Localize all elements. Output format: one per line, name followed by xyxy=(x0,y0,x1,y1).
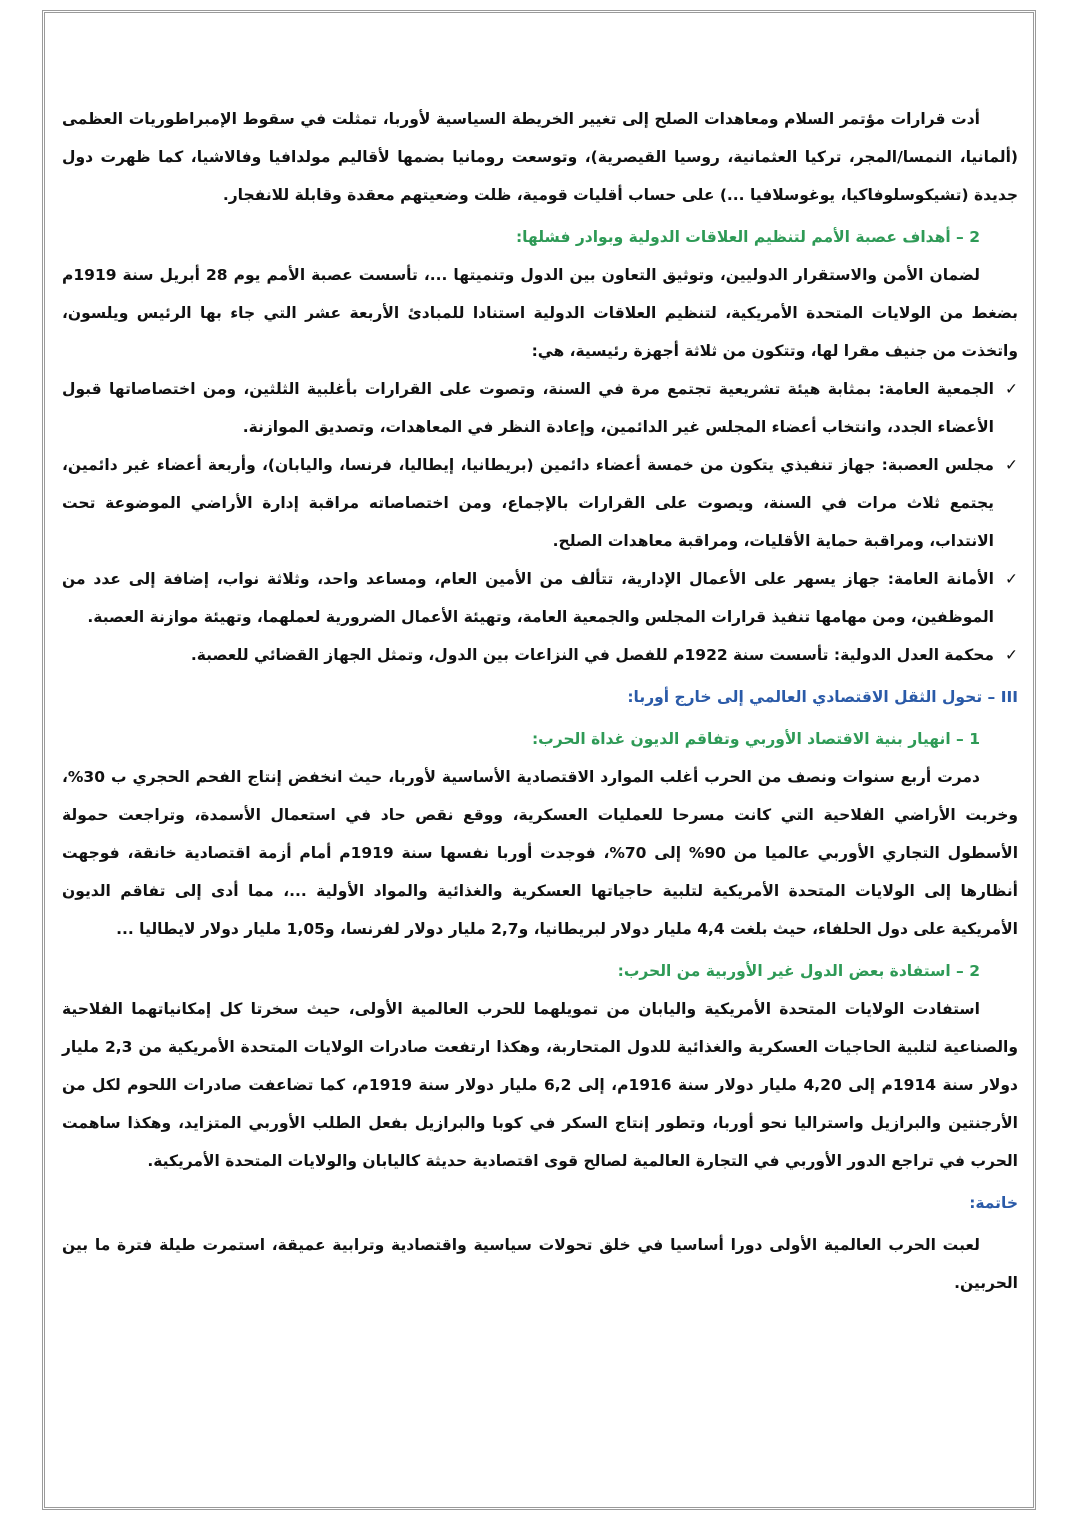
list-item: ✓ مجلس العصبة: جهاز تنفيذي يتكون من خمسة أعضاء دائمين (بريطانيا، إيطاليا، فرنسا، واليابان)، وأربعة أعضاء غير دائمين، يجتمع ثلاث مرات في السنة، ويصوت على القرارات بالإجماع، ومن اختصاصاته مراقبة إدارة الأراضي الموضوعة تحت الانتداب، ومراقبة حماية الأقليات، ومراقبة معاهدات الصلح. xyxy=(62,446,1018,560)
conclusion-heading: خاتمة: xyxy=(969,1194,1018,1212)
section-heading-III: III – تحول الثقل الاقتصادي العالمي إلى خارج أوربا: xyxy=(627,688,1018,706)
subsection-heading-2: 2 – استفادة بعض الدول غير الأوربية من الحرب: xyxy=(617,962,980,980)
paragraph-peace-treaties: أدت قرارات مؤتمر السلام ومعاهدات الصلح إلى تغيير الخريطة السياسية لأوربا، تمثلت في سقوط الإمبراطوريات العظمى (ألمانيا، النمسا/المجر، تركيا العثمانية، روسيا القيصرية)، وتوسعت رومانيا بضمها لأقاليم مولدافيا وفالاشيا، كما ظهرت دول جديدة (تشيكوسلوفاكيا، يوغوسلافيا ...) على حساب أقليات قومية، ظلت وضعيتهم معقدة وقابلة للانفجار. xyxy=(62,110,1018,204)
check-icon: ✓ xyxy=(1005,570,1018,588)
league-organs-list xyxy=(62,370,1018,674)
subsection-heading-1: 1 – انهيار بنية الاقتصاد الأوربي وتفاقم الديون غداة الحرب: xyxy=(531,730,980,748)
list-item: ✓ الأمانة العامة: جهاز يسهر على الأعمال الإدارية، تتألف من الأمين العام، ومساعد واحد، وثلاثة نواب، إضافة إلى عدد من الموظفين، ومن مهامها تنفيذ قرارات المجلس والجمعية العامة، وتهيئة الأعمال الضرورية لعملهما، وتهيئة موازنة العصبة. xyxy=(62,560,1018,636)
list-item: ✓ محكمة العدل الدولية: تأسست سنة 1922م للفصل في النزاعات بين الدول، وتمثل الجهاز القضائي للعصبة. xyxy=(62,636,1018,674)
conclusion-paragraph: لعبت الحرب العالمية الأولى دورا أساسيا في خلق تحولات سياسية واقتصادية وترابية عميقة، استمرت طيلة فترة ما بين الحربين. xyxy=(62,1236,1018,1292)
check-icon: ✓ xyxy=(1005,456,1018,474)
paragraph-european-economy: دمرت أربع سنوات ونصف من الحرب أغلب الموارد الاقتصادية الأساسية لأوربا، حيث انخفض إنتاج الفحم الحجري ب 30%، وخربت الأراضي الفلاحية التي كانت مسرحا للعمليات العسكرية، ووقع نقص حاد في استعمال الأسمدة، وتراجعت حمولة الأسطول التجاري الأوربي عالميا من 90% إلى 70%، فوجدت أوربا نفسها سنة 1919م أمام أزمة اقتصادية خانقة، فوجهت أنظارها إلى الولايات المتحدة الأمريكية لتلبية حاجياتها العسكرية والغذائية والمواد الأولية ...، مما أدى إلى تفاقم الديون الأمريكية على دول الحلفاء، حيث بلغت 4,4 مليار دولار لبريطانيا، و2,7 مليار دولار لفرنسا، و1,05 مليار دولار لايطاليا ... xyxy=(62,768,1019,938)
paragraph-league-founding: لضمان الأمن والاستقرار الدوليين، وتوثيق التعاون بين الدول وتنميتها ...، تأسست عصبة الأمم يوم 28 أبريل سنة 1919م بضغط من الولايات المتحدة الأمريكية، لتنظيم العلاقات الدولية استنادا للمبادئ الأربعة عشر التي جاء بها الرئيس ويلسون، واتخذت من جنيف مقرا لها، وتتكون من ثلاثة أجهزة رئيسية، هي: xyxy=(62,266,1018,360)
section-heading-league-goals: 2 – أهداف عصبة الأمم لتنظيم العلاقات الدولية وبوادر فشلها: xyxy=(515,228,980,246)
check-icon: ✓ xyxy=(1005,380,1018,398)
document-body xyxy=(62,100,1018,1302)
list-item: ✓ الجمعية العامة: بمثابة هيئة تشريعية تجتمع مرة في السنة، وتصوت على القرارات بأغلبية الثلثين، ومن اختصاصاتها قبول الأعضاء الجدد، وانتخاب أعضاء المجلس غير الدائمين، وإعادة النظر في المعاهدات، وتصديق الموازنة. xyxy=(62,370,1018,446)
check-icon: ✓ xyxy=(1005,646,1018,664)
paragraph-non-european-benefit: استفادت الولايات المتحدة الأمريكية واليابان من تمويلهما للحرب العالمية الأولى، حيث سخرتا كل إمكانياتهما الفلاحية والصناعية لتلبية الحاجيات العسكرية والغذائية للدول المتحاربة، وهكذا ارتفعت صادرات الولايات المتحدة الأمريكية من 2,3 مليار دولار سنة 1914م إلى 4,20 مليار دولار سنة 1916م، إلى 6,2 مليار دولار سنة 1919م، كما تضاعفت صادرات اللحوم لكل من الأرجنتين والبرازيل واستراليا نحو أوربا، وتطور إنتاج السكر في كوبا والبرازيل بفعل الطلب الأوربي المتزايد، وهكذا ساهمت الحرب في تراجع الدور الأوربي في التجارة العالمية لصالح قوى اقتصادية حديثة كاليابان والولايات المتحدة الأمريكية. xyxy=(62,1000,1019,1170)
